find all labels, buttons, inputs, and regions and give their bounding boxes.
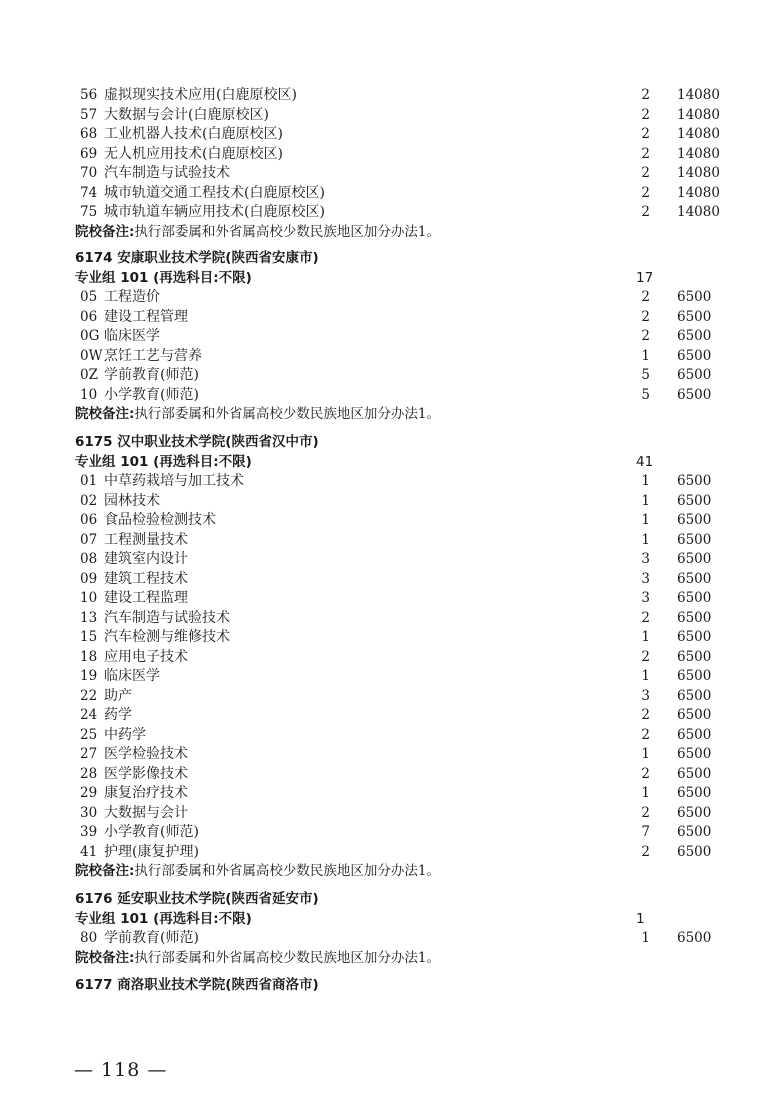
major-name: 康复治疗技术 [104,785,188,801]
plan-count: 2 [641,726,650,743]
plan-count: 2 [641,106,650,123]
major-name: 建筑室内设计 [104,551,188,567]
major-name: 无人机应用技术(白鹿原校区) [104,145,283,162]
major-name: 学前教育(师范) [104,367,199,383]
list-item [0,86,777,106]
note-text: 执行部委属和外省属高校少数民族地区加分办法1。 [134,406,440,422]
major-code: 28 [80,765,98,782]
major-name: 城市轨道交通工程技术(白鹿原校区) [104,184,325,201]
list-item [0,784,777,804]
major-name: 临床医学 [104,328,160,344]
tuition-fee: 6500 [677,386,712,403]
plan-count: 2 [641,184,650,201]
school-note [0,405,777,425]
major-code: 39 [80,824,98,840]
major-name: 临床医学 [104,668,160,684]
note-text: 执行部委属和外省属高校少数民族地区加分办法1。 [134,863,440,879]
major-name: 小学教育(师范) [104,386,199,403]
tuition-fee: 6500 [677,551,712,567]
group-label: 专业组 101 (再选科目:不限) [75,910,252,927]
tuition-fee: 6500 [677,629,712,645]
plan-count: 1 [641,930,650,946]
major-code: 08 [80,551,98,567]
tuition-fee: 6500 [677,609,712,626]
list-item [0,347,777,367]
major-code: 09 [80,570,98,587]
major-name: 烹饪工艺与营养 [104,347,202,364]
list-item [0,288,777,308]
tuition-fee: 14080 [677,87,720,103]
plan-count: 3 [641,570,650,587]
major-code: 19 [80,668,98,684]
major-code: 18 [80,648,98,665]
tuition-fee: 14080 [677,145,720,162]
plan-count: 1 [641,512,650,528]
major-name: 建筑工程技术 [104,570,188,587]
list-item [0,145,777,165]
plan-count: 1 [641,347,650,364]
list-item [0,366,777,386]
major-name: 虚拟现实技术应用(白鹿原校区) [104,87,297,103]
plan-count: 2 [641,843,650,860]
plan-count: 3 [641,687,650,704]
school-title: 6174 安康职业技术学院(陕西省安康市) [75,250,319,266]
tuition-fee: 6500 [677,804,712,821]
tuition-fee: 6500 [677,328,712,344]
tuition-fee: 6500 [677,843,712,860]
major-name: 医学检验技术 [104,746,188,762]
note-label: 院校备注: [75,863,135,879]
page-number: — 118 — [74,1059,168,1081]
list-item [0,843,777,863]
tuition-fee: 6500 [677,367,712,383]
major-code: 69 [80,145,98,162]
school-title: 6175 汉中职业技术学院(陕西省汉中市) [75,434,319,450]
major-code: 41 [80,843,98,860]
tuition-fee: 14080 [677,204,720,220]
tuition-fee: 6500 [677,347,712,364]
school-header [0,249,777,269]
major-code: 15 [80,629,98,645]
tuition-fee: 6500 [677,687,712,704]
list-item [0,687,777,707]
group-total: 17 [636,269,654,286]
plan-count: 2 [641,804,650,821]
list-item [0,511,777,531]
major-name: 建设工程管理 [104,308,188,325]
major-code: 10 [80,386,98,403]
major-name: 园林技术 [104,492,160,509]
school-note [0,862,777,882]
plan-count: 2 [641,765,650,782]
tuition-fee: 6500 [677,590,712,606]
list-item [0,125,777,145]
tuition-fee: 6500 [677,531,712,548]
major-code: 29 [80,785,98,801]
plan-count: 1 [641,629,650,645]
major-code: 02 [80,492,98,509]
plan-count: 2 [641,609,650,626]
note-text: 执行部委属和外省属高校少数民族地区加分办法1。 [134,949,440,966]
list-item [0,589,777,609]
plan-count: 3 [641,551,650,567]
tuition-fee: 6500 [677,289,712,305]
school-note [0,949,777,969]
plan-count: 5 [641,367,650,383]
major-name: 食品检验检测技术 [104,512,216,528]
major-name: 汽车制造与试验技术 [104,609,230,626]
major-name: 大数据与会计 [104,804,188,821]
tuition-fee: 6500 [677,308,712,325]
note-label: 院校备注: [75,949,135,966]
list-item [0,531,777,551]
list-item [0,308,777,328]
tuition-fee: 6500 [677,668,712,684]
major-code: 30 [80,804,98,821]
list-item [0,327,777,347]
major-name: 医学影像技术 [104,765,188,782]
list-item [0,106,777,126]
major-code: 10 [80,590,98,606]
major-code: 0G [80,328,100,344]
list-item [0,929,777,949]
major-name: 工程测量技术 [104,531,188,548]
major-code: 13 [80,609,98,626]
list-item [0,570,777,590]
group-total: 1 [636,910,645,927]
tuition-fee: 6500 [677,746,712,762]
tuition-fee: 6500 [677,473,712,489]
school-title: 6177 商洛职业技术学院(陕西省商洛市) [75,977,319,993]
plan-count: 2 [641,87,650,103]
list-item [0,203,777,223]
major-name: 中药学 [104,726,146,743]
tuition-fee: 14080 [677,165,720,181]
plan-count: 2 [641,204,650,220]
plan-count: 2 [641,328,650,344]
plan-count: 1 [641,746,650,762]
plan-count: 1 [641,492,650,509]
list-item [0,765,777,785]
list-item [0,628,777,648]
list-item [0,386,777,406]
list-item [0,667,777,687]
major-name: 小学教育(师范) [104,824,199,840]
major-code: 57 [80,106,98,123]
note-label: 院校备注: [75,223,135,240]
plan-count: 2 [641,145,650,162]
tuition-fee: 14080 [677,106,720,123]
plan-count: 2 [641,707,650,723]
major-name: 助产 [104,687,132,704]
list-item [0,648,777,668]
plan-count: 5 [641,386,650,403]
major-name: 药学 [104,707,132,723]
tuition-fee: 6500 [677,512,712,528]
major-code: 0Z [80,367,98,383]
group-header [0,269,777,289]
plan-count: 1 [641,531,650,548]
plan-count: 2 [641,126,650,142]
list-item [0,726,777,746]
major-code: 22 [80,687,98,704]
school-note [0,223,777,243]
list-item [0,472,777,492]
list-item [0,706,777,726]
plan-count: 7 [641,824,650,840]
list-item [0,184,777,204]
tuition-fee: 6500 [677,570,712,587]
tuition-fee: 6500 [677,785,712,801]
tuition-fee: 6500 [677,930,712,946]
major-code: 24 [80,707,98,723]
major-code: 06 [80,308,98,325]
tuition-fee: 6500 [677,726,712,743]
major-name: 中草药栽培与加工技术 [104,473,244,489]
group-header [0,453,777,473]
major-name: 大数据与会计(白鹿原校区) [104,106,269,123]
list-item [0,492,777,512]
plan-count: 2 [641,289,650,305]
major-name: 工程造价 [104,289,160,305]
tuition-fee: 6500 [677,492,712,509]
school-header [0,890,777,910]
list-item [0,804,777,824]
plan-count: 1 [641,668,650,684]
major-name: 城市轨道车辆应用技术(白鹿原校区) [104,204,325,220]
school-header [0,976,777,996]
tuition-fee: 14080 [677,184,720,201]
major-code: 25 [80,726,98,743]
tuition-fee: 6500 [677,707,712,723]
group-label: 专业组 101 (再选科目:不限) [75,269,252,286]
school-header [0,433,777,453]
tuition-fee: 6500 [677,648,712,665]
major-code: 56 [80,87,98,103]
tuition-fee: 6500 [677,765,712,782]
major-code: 80 [80,930,98,946]
plan-count: 2 [641,648,650,665]
major-code: 70 [80,165,98,181]
plan-count: 3 [641,590,650,606]
major-code: 06 [80,512,98,528]
group-total: 41 [636,453,654,470]
list-item [0,609,777,629]
tuition-fee: 14080 [677,126,720,142]
major-code: 07 [80,531,98,548]
major-code: 68 [80,126,98,142]
list-item [0,550,777,570]
list-item [0,164,777,184]
major-name: 学前教育(师范) [104,930,199,946]
major-name: 工业机器人技术(白鹿原校区) [104,126,283,142]
plan-count: 1 [641,785,650,801]
plan-count: 2 [641,165,650,181]
note-text: 执行部委属和外省属高校少数民族地区加分办法1。 [134,223,440,240]
major-name: 汽车检测与维修技术 [104,629,230,645]
plan-count: 2 [641,308,650,325]
group-label: 专业组 101 (再选科目:不限) [75,453,252,470]
major-name: 护理(康复护理) [104,843,199,860]
major-code: 74 [80,184,98,201]
list-item [0,745,777,765]
list-item [0,823,777,843]
major-name: 应用电子技术 [104,648,188,665]
major-code: 01 [80,473,98,489]
major-name: 建设工程监理 [104,590,188,606]
major-code: 75 [80,204,98,220]
school-title: 6176 延安职业技术学院(陕西省延安市) [75,891,319,907]
note-label: 院校备注: [75,406,135,422]
plan-count: 1 [641,473,650,489]
major-code: 05 [80,289,98,305]
tuition-fee: 6500 [677,824,712,840]
major-code: 0W [80,347,103,364]
group-header [0,910,777,930]
major-code: 27 [80,746,98,762]
major-name: 汽车制造与试验技术 [104,165,230,181]
